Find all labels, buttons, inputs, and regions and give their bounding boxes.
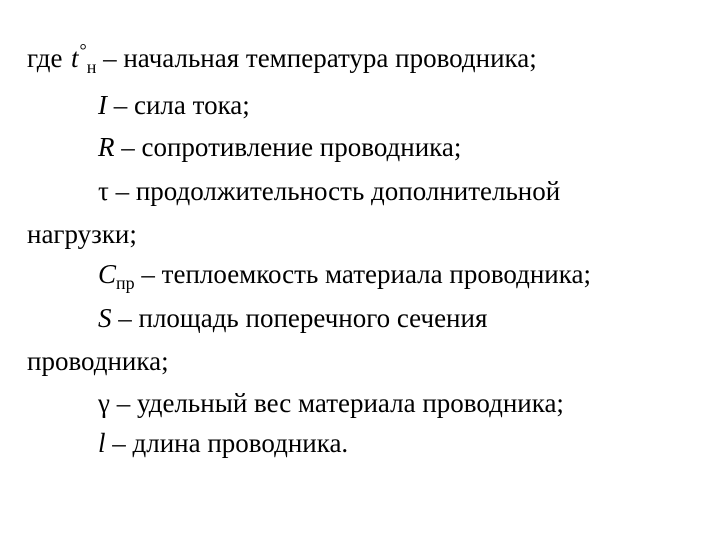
symbol-s: S: [98, 303, 112, 333]
symbol-r: R: [98, 132, 115, 162]
definition-gamma-text: – удельный вес материала проводника;: [109, 388, 564, 418]
symbol-gamma: γ: [98, 388, 110, 418]
definition-gamma: [98, 387, 564, 419]
definition-heat-capacity: [98, 258, 591, 293]
definition-t0-text: – начальная температура проводника;: [96, 43, 537, 73]
symbol-i: I: [98, 90, 107, 120]
symbol-l: l: [98, 428, 106, 458]
definition-tau-continuation: нагрузки;: [27, 219, 137, 249]
subscript-n: н: [86, 57, 97, 77]
definition-area: [98, 302, 487, 334]
symbol-tau: τ: [98, 176, 109, 206]
definition-area-continuation: проводника;: [27, 346, 169, 376]
definition-t0: [71, 42, 537, 77]
definition-area-text: – площадь поперечного сечения: [111, 303, 488, 333]
definition-tau-text: – продолжительность дополнительной: [108, 176, 561, 206]
subscript-pr: пр: [116, 273, 135, 293]
definition-heat-capacity-text: – теплоемкость материала проводника;: [134, 259, 591, 289]
symbol-t: t: [71, 43, 79, 73]
where-word: где: [27, 43, 63, 73]
definition-resistance: [98, 131, 461, 163]
definition-current-text: – сила тока;: [107, 90, 250, 120]
definition-length: [98, 427, 348, 459]
definition-current: [98, 89, 250, 121]
definition-resistance-text: – сопротивление проводника;: [114, 132, 462, 162]
definition-tau: [98, 175, 560, 207]
symbol-c: C: [98, 259, 117, 289]
degree-superscript: °: [79, 40, 87, 60]
definition-length-text: – длина проводника.: [105, 428, 349, 458]
